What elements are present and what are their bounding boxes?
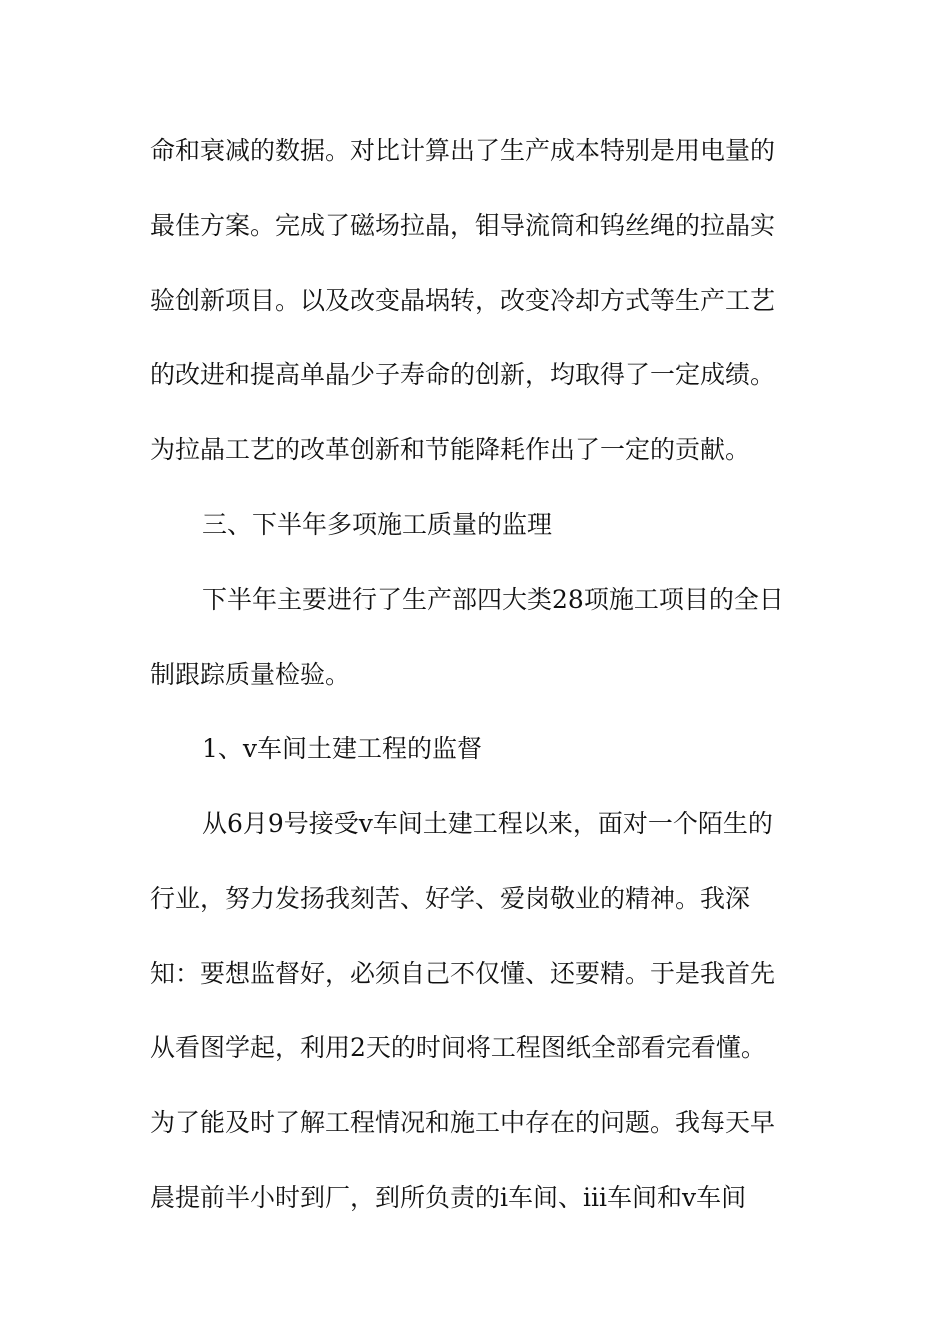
- text-line-3: 验创新项目。以及改变晶埚转，改变冷却方式等生产工艺: [150, 286, 776, 315]
- text-line-12: 知：要想监督好，必须自己不仅懂、还要精。于是我首先: [150, 959, 776, 988]
- subsection-heading: 1、v车间土建工程的监督: [202, 734, 483, 763]
- text-line-1: 命和衰减的数据。对比计算出了生产成本特别是用电量的: [150, 136, 776, 165]
- text-line-5: 为拉晶工艺的改革创新和节能降耗作出了一定的贡献。: [150, 435, 751, 464]
- text-line-2: 最佳方案。完成了磁场拉晶，钼导流筒和钨丝绳的拉晶实: [150, 211, 776, 240]
- text-line-13: 从看图学起，利用2天的时间将工程图纸全部看完看懂。: [150, 1033, 766, 1062]
- text-line-14: 为了能及时了解工程情况和施工中存在的问题。我每天早: [150, 1108, 776, 1137]
- paragraph-start: 下半年主要进行了生产部四大类28项施工项目的全日: [202, 585, 784, 614]
- paragraph-start: 从6月9号接受v车间土建工程以来，面对一个陌生的: [202, 809, 773, 838]
- text-line-11: 行业，努力发扬我刻苦、好学、爱岗敬业的精神。我深: [150, 884, 751, 913]
- text-line-15: 晨提前半小时到厂，到所负责的i车间、iii车间和v车间: [150, 1183, 747, 1212]
- section-heading: 三、下半年多项施工质量的监理: [202, 510, 553, 539]
- text-line-4: 的改进和提高单晶少子寿命的创新，均取得了一定成绩。: [150, 360, 776, 389]
- text-line-8: 制跟踪质量检验。: [150, 660, 351, 689]
